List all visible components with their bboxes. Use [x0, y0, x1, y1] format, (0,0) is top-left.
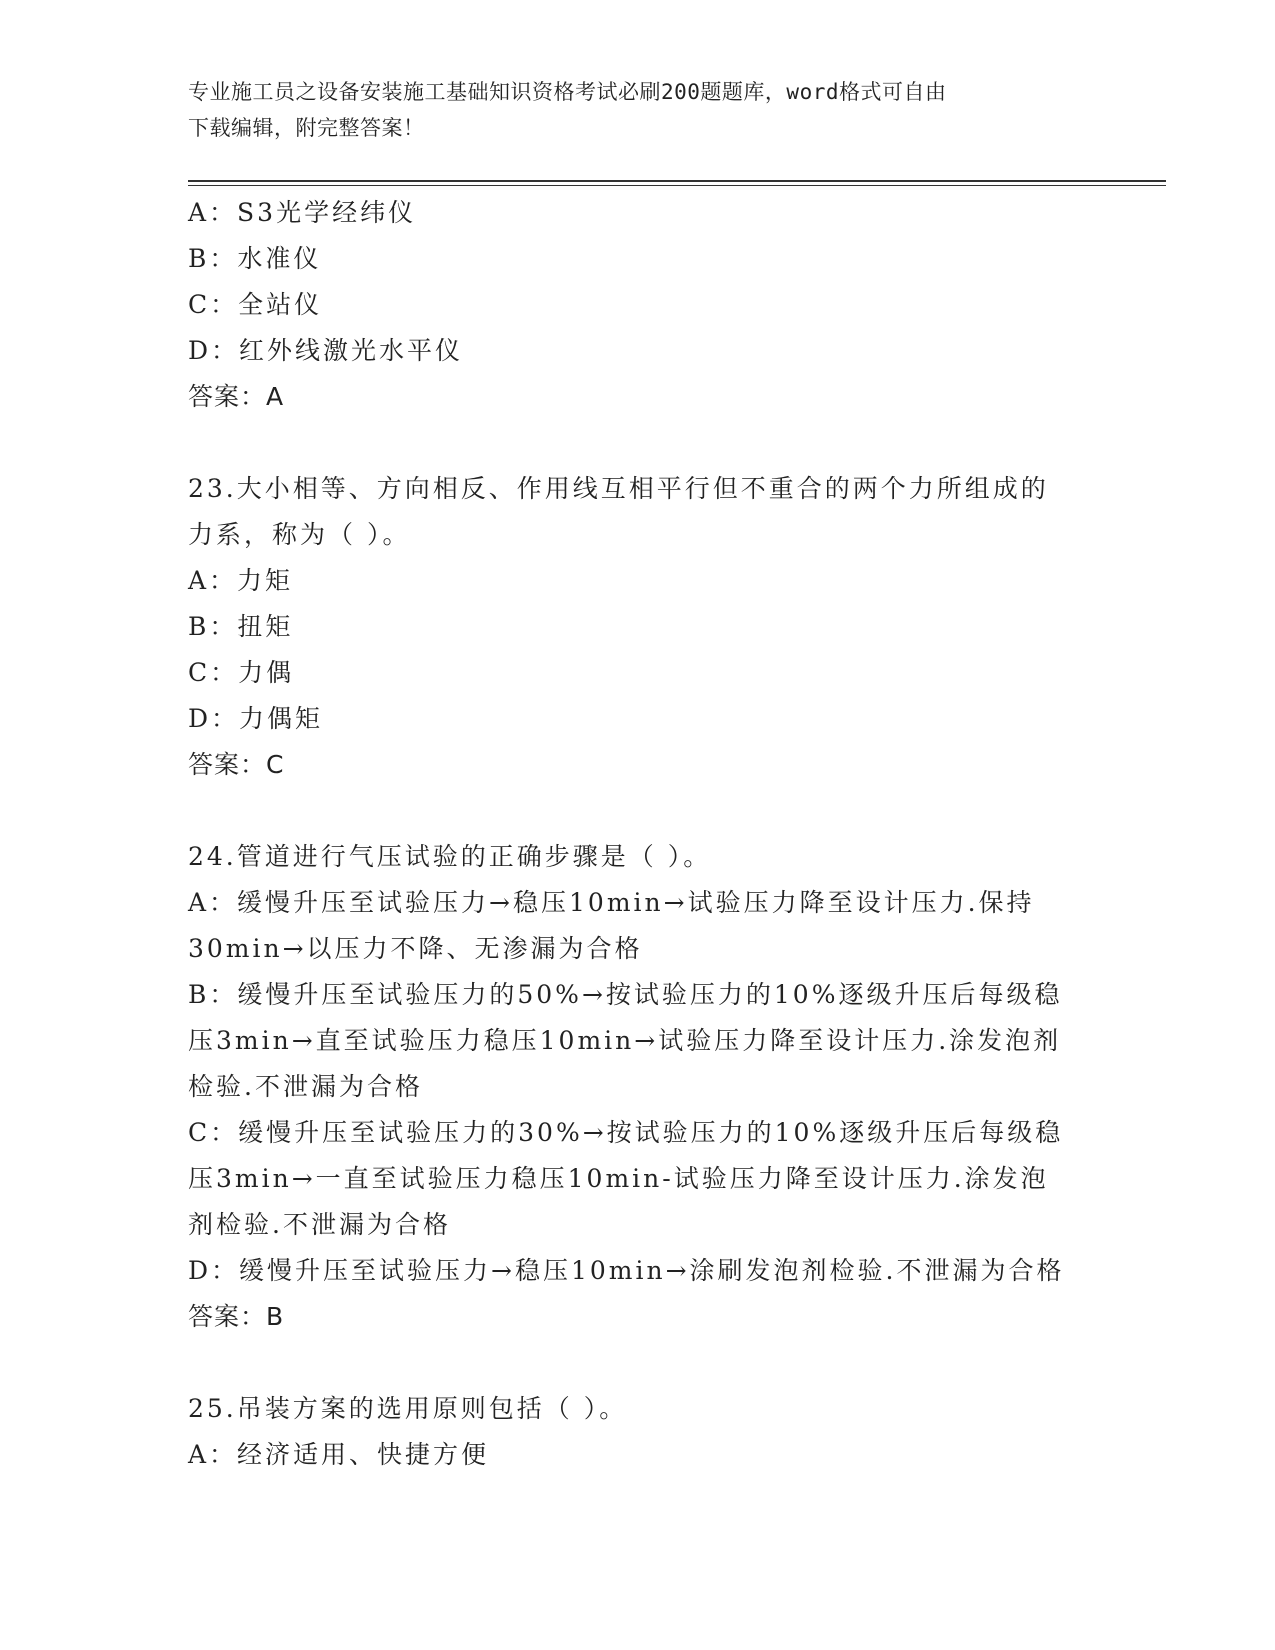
option-a-continued: 30min→以压力不降、无渗漏为合格 — [188, 934, 643, 963]
question-22 — [188, 190, 1088, 420]
question-stem: 24.管道进行气压试验的正确步骤是（ ）。 — [188, 842, 712, 871]
option-b: B：水准仪 — [188, 244, 322, 273]
option-d: D：红外线激光水平仪 — [188, 336, 464, 365]
option-c-continued: 剂检验.不泄漏为合格 — [188, 1210, 451, 1239]
option-b-continued: 检验.不泄漏为合格 — [188, 1072, 423, 1101]
header-title-line-2: 下载编辑，附完整答案！ — [188, 116, 425, 140]
answer-label: 答案：C — [188, 750, 285, 779]
question-stem: 25.吊装方案的选用原则包括（ ）。 — [188, 1394, 628, 1423]
header-title-line-1: 专业施工员之设备安装施工基础知识资格考试必刷200题题库，word格式可自由 — [188, 80, 947, 104]
option-b: B：扭矩 — [188, 612, 294, 641]
question-25 — [188, 1386, 1088, 1478]
option-d: D：力偶矩 — [188, 704, 324, 733]
question-spacer — [188, 420, 1088, 466]
option-b: B：缓慢升压至试验压力的50%→按试验压力的10%逐级升压后每级稳 — [188, 980, 1063, 1009]
option-a: A：缓慢升压至试验压力→稳压10min→试验压力降至设计压力.保持 — [188, 888, 1035, 917]
question-spacer — [188, 788, 1088, 834]
document-header — [188, 74, 1068, 146]
option-a: A：经济适用、快捷方便 — [188, 1440, 490, 1469]
question-list — [188, 190, 1088, 1478]
option-c: C：力偶 — [188, 658, 295, 687]
option-d: D：缓慢升压至试验压力→稳压10min→涂刷发泡剂检验.不泄漏为合格 — [188, 1256, 1065, 1285]
question-stem: 23.大小相等、方向相反、作用线互相平行但不重合的两个力所组成的 — [188, 474, 1049, 503]
header-divider-bottom — [188, 185, 1166, 186]
option-c: C：缓慢升压至试验压力的30%→按试验压力的10%逐级升压后每级稳 — [188, 1118, 1064, 1147]
option-c: C：全站仪 — [188, 290, 323, 319]
header-divider-top — [188, 180, 1166, 182]
question-spacer — [188, 1340, 1088, 1386]
question-stem: 力系，称为（ ）。 — [188, 520, 411, 549]
option-a: A：力矩 — [188, 566, 294, 595]
answer-label: 答案：B — [188, 1302, 285, 1331]
question-23 — [188, 466, 1088, 788]
question-24 — [188, 834, 1088, 1340]
answer-label: 答案：A — [188, 382, 285, 411]
option-c-continued: 压3min→一直至试验压力稳压10min-试验压力降至设计压力.涂发泡 — [188, 1164, 1049, 1193]
option-b-continued: 压3min→直至试验压力稳压10min→试验压力降至设计压力.涂发泡剂 — [188, 1026, 1062, 1055]
option-a: A：S3光学经纬仪 — [188, 198, 417, 227]
